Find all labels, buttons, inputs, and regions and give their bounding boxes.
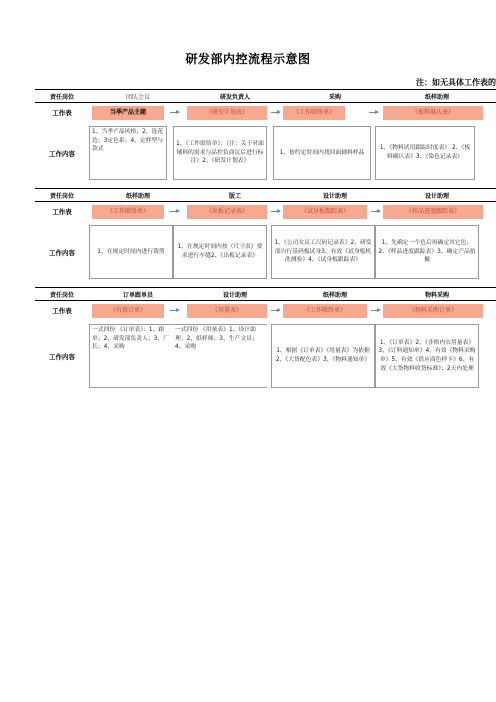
content-row-3 [35, 324, 496, 388]
sheet-box: 《出板记录表》 [187, 205, 267, 219]
role-cell: 设计助理 [222, 291, 247, 299]
role-cell: 采购 [328, 93, 341, 101]
content-box: 1、《物料试用跟踪时度表》 2、《板料确认表》3、《染色记录表》 [375, 126, 475, 180]
role-cell: 设计助理 [322, 192, 347, 200]
content-label: 工作内容 [49, 352, 75, 361]
content-box: 1、《公司女员工尺码记录表》2、研发部自行基码板试身3、有效《试身板机洗测验》4、《试身板跟踪表》 [271, 225, 375, 279]
sheet-box: 《工作联络单》 [283, 106, 345, 120]
sheet-box: 当季产品主题 [92, 106, 164, 120]
content-box: 1、先确定一个色后再确定其它色；2、《样品进度跟踪表》3、确定产品拍摄 [375, 225, 479, 279]
flow-arrow [271, 112, 280, 113]
sheet-box: 《板料确认表》 [383, 106, 483, 120]
sheet-row-2 [35, 205, 496, 219]
flow-sheet [35, 89, 496, 388]
content-box: 一式四份 《用量表》1、设计助理；2、纸样师；3、生产文员；4、采购 [173, 324, 267, 388]
content-box: 1、当季产品风格；2、选花边；3定色系；4、定样型与款式 [89, 126, 167, 180]
content-box: 1、在规定时间内进行裁剪 [89, 225, 173, 279]
sheet-box: 《有效订单》 [92, 304, 164, 318]
role-cell: 纸样助理 [424, 93, 449, 101]
sheet-box: 《样品进度跟踪表》 [383, 205, 483, 219]
content-box: 1、《订单表》2、《非格内衣用量表》3、《订料通知单》4、有效《物料采购单》5、有效《供应商色样卡》6、有效《大货物料收货标准》；2天内处理 [375, 324, 479, 388]
role-cell: 订单跟单员 [122, 291, 153, 299]
sheet-box: 《研发计划表》 [187, 106, 267, 120]
role-cell: 纸样助理 [322, 291, 347, 299]
content-label: 工作内容 [49, 248, 75, 257]
flow-arrow [271, 310, 280, 311]
role-cell: 版工 [228, 192, 241, 200]
sheet-box: 《用量表》 [187, 304, 267, 318]
content-box: 1、根据《订单表》《用量表》为依据2、《大货配色表》3、《物料通知单》 [271, 324, 375, 388]
content-row-1 [35, 126, 496, 180]
sheet-label: 工作表 [52, 109, 72, 117]
sheet-row-3 [35, 304, 496, 318]
flow-arrow [371, 211, 380, 212]
sheet-box: 《工作联络单》 [283, 304, 367, 318]
sheet-row-1 [35, 106, 496, 120]
role-cell: 团队会议 [125, 93, 150, 101]
page-title: 研发部内控流程示意图 [185, 52, 311, 66]
role-cell: 纸样助理 [125, 192, 150, 200]
role-row-3 [35, 287, 496, 301]
note-text: 注：如无具体工作表的 [416, 78, 496, 87]
content-box: 1、按约定时间内找回面辅料样品 [273, 126, 371, 180]
flow-arrow [271, 211, 280, 212]
role-cell: 研发负责人 [219, 93, 250, 101]
role-cell: 物料采购 [424, 291, 449, 299]
sheet-label: 工作表 [52, 307, 72, 315]
sheet-box: 《物料采购订单》 [383, 304, 483, 318]
role-row-1 [35, 89, 496, 103]
flow-arrow [170, 112, 179, 113]
flow-arrow [371, 310, 380, 311]
sheet-box: 《工作联络单》 [92, 205, 164, 219]
flow-arrow [369, 112, 378, 113]
role-cell: 设计助理 [424, 192, 449, 200]
content-box: 一式四份 《订单表》：1、跟单；2、研发部负责人；3、厂长；4、采购 [89, 324, 173, 388]
flow-arrow [170, 211, 179, 212]
flow-arrow [170, 310, 179, 311]
role-label: 责任岗位 [49, 93, 74, 101]
role-row-2 [35, 188, 496, 202]
content-label: 工作内容 [49, 149, 75, 158]
content-box: 1、《工作联络单》：（注：关于对面辅料的需求与品控负商议后进行标注）2、《研发计划表》 [173, 126, 267, 180]
role-label: 责任岗位 [49, 291, 74, 299]
role-label: 责任岗位 [49, 192, 74, 200]
content-box: 1、在规定时间内按（尺寸表）要求进行车缝2、《出板记录表》 [173, 225, 267, 279]
sheet-label: 工作表 [52, 208, 72, 216]
sheet-box: 《试身板跟踪表》 [283, 205, 367, 219]
content-row-2 [35, 225, 496, 279]
